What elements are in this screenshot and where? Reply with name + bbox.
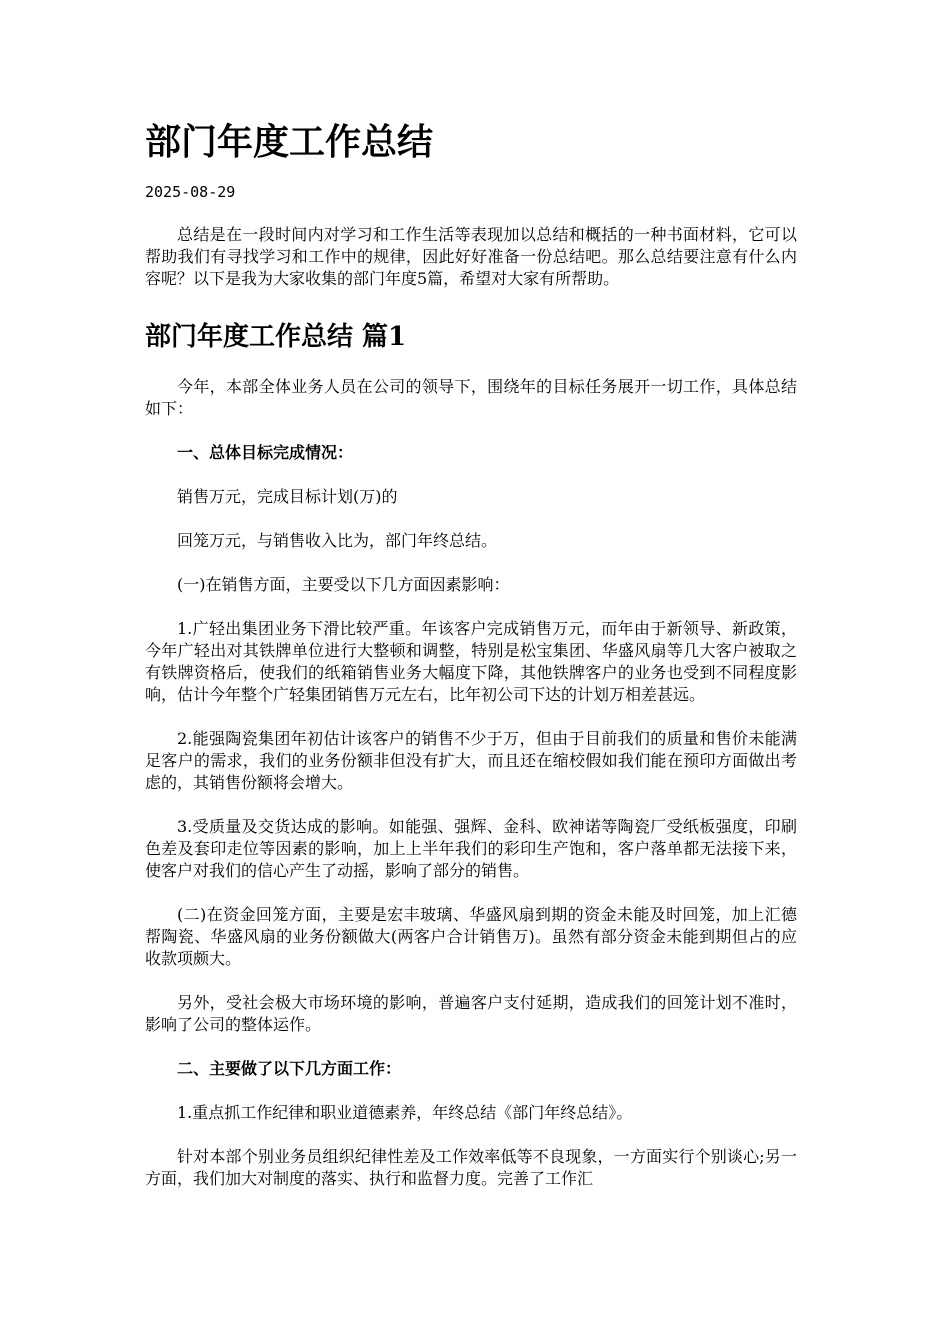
body-paragraph: 2.能强陶瓷集团年初估计该客户的销售不少于万，但由于目前我们的质量和售价未能满足客户的需求，我们的业务份额非但没有扩大，而且还在缩校假如我们能在预印方面做出考虑的，其销售份额将会增大。 (145, 729, 797, 792)
body-paragraph: (一)在销售方面，主要受以下几方面因素影响： (177, 575, 510, 594)
document-title: 部门年度工作总结 (145, 121, 434, 163)
intro-paragraph: 总结是在一段时间内对学习和工作生活等表现加以总结和概括的一种书面材料，它可以帮助我们有寻找学习和工作中的规律，因此好好准备一份总结吧。那么总结要注意有什么内容呢？以下是我为大家收集的部门年度5篇，希望对大家有所帮助。 (145, 225, 797, 288)
subheading-main-work: 二、主要做了以下几方面工作： (177, 1059, 402, 1078)
body-paragraph: 回笼万元，与销售收入比为，部门年终总结。 (177, 531, 498, 550)
body-paragraph: (二)在资金回笼方面，主要是宏丰玻璃、华盛风扇到期的资金未能及时回笼，加上汇德帮陶瓷、华盛风扇的业务份额做大(两客户合计销售万)。虽然有部分资金未能到期但占的应收款项颇大。 (145, 905, 797, 968)
document-date: 2025-08-29 (145, 183, 236, 201)
document-page (145, 118, 797, 1212)
body-paragraph: 今年，本部全体业务人员在公司的领导下，围绕年的目标任务展开一切工作，具体总结如下： (145, 377, 797, 418)
body-paragraph: 另外，受社会极大市场环境的影响，普遍客户支付延期，造成我们的回笼计划不准时，影响了公司的整体运作。 (145, 993, 797, 1034)
body-paragraph: 1.重点抓工作纪律和职业道德素养，年终总结《部门年终总结》。 (177, 1103, 633, 1122)
section-heading: 部门年度工作总结 篇1 (145, 322, 407, 352)
body-paragraph: 3.受质量及交货达成的影响。如能强、强辉、金科、欧神诺等陶瓷厂受纸板强度，印刷色差及套印走位等因素的影响，加上上半年我们的彩印生产饱和，客户落单都无法接下来，使客户对我们的信心产生了动摇，影响了部分的销售。 (145, 817, 797, 880)
subheading-overall-goals: 一、总体目标完成情况： (177, 443, 354, 462)
body-paragraph: 1.广轻出集团业务下滑比较严重。年该客户完成销售万元，而年由于新领导、新政策，今年广轻出对其铁牌单位进行大整顿和调整，特别是松宝集团、华盛风扇等几大客户被取之有铁牌资格后，使我们的纸箱销售业务大幅度下降，其他铁牌客户的业务也受到不同程度影响，估计今年整个广轻集团销售万元左右，比年初公司下达的计划万相差甚远。 (145, 619, 797, 704)
body-paragraph: 销售万元，完成目标计划(万)的 (177, 487, 398, 506)
body-paragraph: 针对本部个别业务员组织纪律性差及工作效率低等不良现象，一方面实行个别谈心;另一方面，我们加大对制度的落实、执行和监督力度。完善了工作汇 (145, 1147, 797, 1188)
